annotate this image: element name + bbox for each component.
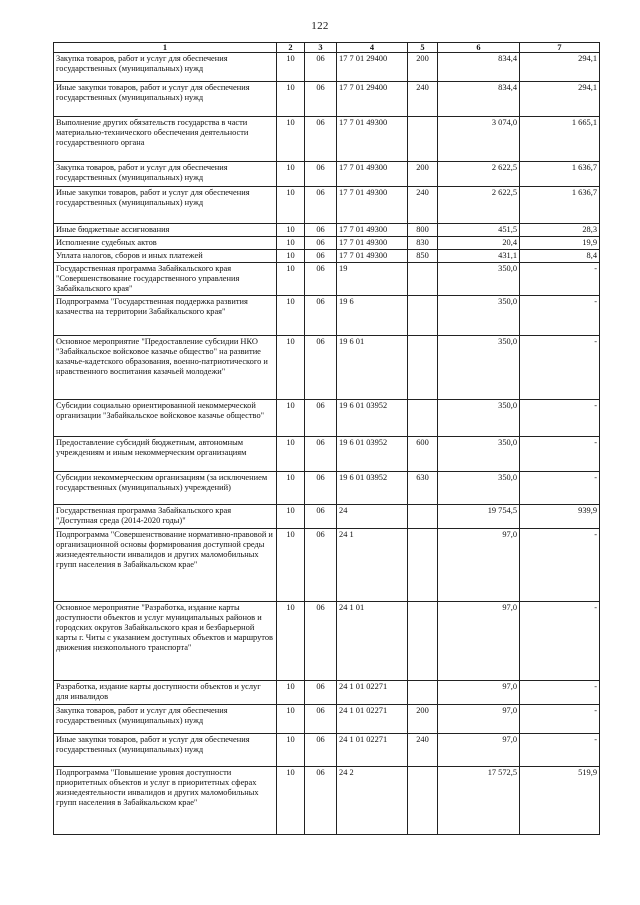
row-target-article: 19 6 01 03952 <box>337 472 408 505</box>
table-row <box>54 705 600 734</box>
row-name: Государственная программа Забайкальского края "Совершенствование государственного управления Забайкальского края" <box>54 263 277 296</box>
column-header: 6 <box>438 43 520 53</box>
column-header: 2 <box>277 43 305 53</box>
row-target-article: 24 2 <box>337 767 408 835</box>
row-amount: 350,0 <box>438 263 520 296</box>
row-target-article: 17 7 01 49300 <box>337 162 408 187</box>
table-row <box>54 224 600 237</box>
row-amount-2: 294,1 <box>520 82 600 117</box>
row-target-article: 17 7 01 49300 <box>337 250 408 263</box>
row-subsection: 06 <box>305 400 337 437</box>
row-target-article: 19 6 01 03952 <box>337 437 408 472</box>
row-expense-type <box>408 117 438 162</box>
table-row <box>54 681 600 705</box>
row-target-article: 19 6 01 03952 <box>337 400 408 437</box>
row-subsection: 06 <box>305 705 337 734</box>
row-amount: 17 572,5 <box>438 767 520 835</box>
row-amount-2: 294,1 <box>520 53 600 82</box>
row-subsection: 06 <box>305 767 337 835</box>
table-row <box>54 82 600 117</box>
row-amount: 350,0 <box>438 400 520 437</box>
row-amount-2: - <box>520 437 600 472</box>
row-expense-type <box>408 602 438 681</box>
row-name: Разработка, издание карты доступности объектов и услуг для инвалидов <box>54 681 277 705</box>
row-section: 10 <box>277 162 305 187</box>
page-number: 122 <box>311 20 329 32</box>
row-subsection: 06 <box>305 82 337 117</box>
row-section: 10 <box>277 117 305 162</box>
row-expense-type <box>408 263 438 296</box>
row-expense-type: 630 <box>408 472 438 505</box>
row-amount: 431,1 <box>438 250 520 263</box>
row-section: 10 <box>277 437 305 472</box>
row-expense-type: 850 <box>408 250 438 263</box>
row-target-article: 24 1 01 02271 <box>337 705 408 734</box>
row-subsection: 06 <box>305 187 337 224</box>
row-target-article: 24 1 01 02271 <box>337 681 408 705</box>
row-amount: 97,0 <box>438 681 520 705</box>
row-expense-type <box>408 505 438 529</box>
row-name: Иные закупки товаров, работ и услуг для обеспечения государственных (муниципальных) нужд <box>54 187 277 224</box>
row-name: Уплата налогов, сборов и иных платежей <box>54 250 277 263</box>
row-amount: 350,0 <box>438 437 520 472</box>
row-name: Закупка товаров, работ и услуг для обеспечения государственных (муниципальных) нужд <box>54 162 277 187</box>
row-amount-2: 19,9 <box>520 237 600 250</box>
table-row <box>54 505 600 529</box>
row-name: Исполнение судебных актов <box>54 237 277 250</box>
budget-table <box>53 42 600 835</box>
row-expense-type: 200 <box>408 162 438 187</box>
row-amount-2: - <box>520 296 600 336</box>
row-section: 10 <box>277 602 305 681</box>
table-row <box>54 162 600 187</box>
row-amount: 97,0 <box>438 705 520 734</box>
row-name: Закупка товаров, работ и услуг для обеспечения государственных (муниципальных) нужд <box>54 53 277 82</box>
row-section: 10 <box>277 681 305 705</box>
row-subsection: 06 <box>305 53 337 82</box>
table-body <box>54 53 600 835</box>
row-subsection: 06 <box>305 117 337 162</box>
row-name: Субсидии социально ориентированной некоммерческой организации "Забайкальское войсковое казачье общество" <box>54 400 277 437</box>
row-amount: 19 754,5 <box>438 505 520 529</box>
row-expense-type <box>408 529 438 602</box>
table-row <box>54 237 600 250</box>
row-expense-type: 830 <box>408 237 438 250</box>
table-row <box>54 187 600 224</box>
row-subsection: 06 <box>305 296 337 336</box>
row-section: 10 <box>277 53 305 82</box>
row-name: Подпрограмма "Государственная поддержка развития казачества на территории Забайкальского края" <box>54 296 277 336</box>
row-amount: 97,0 <box>438 529 520 602</box>
table-row <box>54 767 600 835</box>
row-section: 10 <box>277 224 305 237</box>
row-subsection: 06 <box>305 237 337 250</box>
row-expense-type <box>408 336 438 400</box>
row-subsection: 06 <box>305 336 337 400</box>
row-section: 10 <box>277 250 305 263</box>
row-amount: 834,4 <box>438 53 520 82</box>
table-row <box>54 472 600 505</box>
row-expense-type: 240 <box>408 734 438 767</box>
row-expense-type: 200 <box>408 53 438 82</box>
row-subsection: 06 <box>305 472 337 505</box>
row-subsection: 06 <box>305 602 337 681</box>
row-name: Иные закупки товаров, работ и услуг для обеспечения государственных (муниципальных) нужд <box>54 734 277 767</box>
table-row <box>54 437 600 472</box>
row-amount-2: - <box>520 472 600 505</box>
row-name: Подпрограмма "Повышение уровня доступности приоритетных объектов и услуг в приоритетных сферах жизнедеятельности инвалидов и других маломобильных групп населения в Забайкальском крае" <box>54 767 277 835</box>
row-target-article: 17 7 01 29400 <box>337 82 408 117</box>
row-section: 10 <box>277 82 305 117</box>
column-header: 3 <box>305 43 337 53</box>
row-target-article: 17 7 01 49300 <box>337 237 408 250</box>
table-row <box>54 734 600 767</box>
row-subsection: 06 <box>305 529 337 602</box>
row-expense-type: 800 <box>408 224 438 237</box>
table-row <box>54 117 600 162</box>
row-target-article: 17 7 01 29400 <box>337 53 408 82</box>
row-amount-2: 1 636,7 <box>520 162 600 187</box>
table-row <box>54 336 600 400</box>
row-name: Государственная программа Забайкальского края "Доступная среда (2014-2020 годы)" <box>54 505 277 529</box>
row-target-article: 24 1 01 02271 <box>337 734 408 767</box>
row-amount-2: 1 636,7 <box>520 187 600 224</box>
row-name: Подпрограмма "Совершенствование нормативно-правовой и организационной основы формирования доступной среды жизнедеятельности инвалидов и других маломобильных групп населения в Забайкальском крае" <box>54 529 277 602</box>
row-section: 10 <box>277 336 305 400</box>
row-target-article: 19 6 <box>337 296 408 336</box>
row-amount-2: - <box>520 263 600 296</box>
row-subsection: 06 <box>305 224 337 237</box>
row-amount: 834,4 <box>438 82 520 117</box>
row-section: 10 <box>277 237 305 250</box>
row-amount-2: - <box>520 705 600 734</box>
row-name: Выполнение других обязательств государства в части материально-технического обеспечения деятельности государственного органа <box>54 117 277 162</box>
row-target-article: 24 1 01 <box>337 602 408 681</box>
row-amount-2: - <box>520 602 600 681</box>
row-section: 10 <box>277 734 305 767</box>
row-subsection: 06 <box>305 162 337 187</box>
row-amount: 97,0 <box>438 602 520 681</box>
row-name: Основное мероприятие "Разработка, издание карты доступности объектов и услуг муниципальных районов и городских округов Забайкальского края и безбарьерной карты г. Читы с указанием доступных объектов и маршрутов движения низкопольного транспорта" <box>54 602 277 681</box>
row-amount-2: - <box>520 400 600 437</box>
row-amount-2: 939,9 <box>520 505 600 529</box>
row-amount: 350,0 <box>438 472 520 505</box>
table-header-row <box>54 43 600 53</box>
row-amount-2: - <box>520 336 600 400</box>
row-subsection: 06 <box>305 734 337 767</box>
column-header: 4 <box>337 43 408 53</box>
row-section: 10 <box>277 705 305 734</box>
row-subsection: 06 <box>305 505 337 529</box>
row-expense-type: 240 <box>408 82 438 117</box>
row-subsection: 06 <box>305 263 337 296</box>
row-expense-type <box>408 400 438 437</box>
row-amount: 97,0 <box>438 734 520 767</box>
row-expense-type <box>408 681 438 705</box>
row-amount-2: - <box>520 529 600 602</box>
row-amount: 350,0 <box>438 336 520 400</box>
table-row <box>54 53 600 82</box>
row-amount-2: - <box>520 681 600 705</box>
row-amount-2: 8,4 <box>520 250 600 263</box>
row-amount: 20,4 <box>438 237 520 250</box>
row-name: Иные закупки товаров, работ и услуг для обеспечения государственных (муниципальных) нужд <box>54 82 277 117</box>
row-name: Предоставление субсидий бюджетным, автономным учреждениям и иным некоммерческим организациям <box>54 437 277 472</box>
row-section: 10 <box>277 400 305 437</box>
row-amount: 2 622,5 <box>438 187 520 224</box>
row-section: 10 <box>277 529 305 602</box>
row-amount: 3 074,0 <box>438 117 520 162</box>
row-section: 10 <box>277 767 305 835</box>
table-row <box>54 250 600 263</box>
column-header: 5 <box>408 43 438 53</box>
row-target-article: 24 <box>337 505 408 529</box>
row-amount: 451,5 <box>438 224 520 237</box>
row-name: Закупка товаров, работ и услуг для обеспечения государственных (муниципальных) нужд <box>54 705 277 734</box>
row-section: 10 <box>277 472 305 505</box>
column-header: 1 <box>54 43 277 53</box>
row-amount: 350,0 <box>438 296 520 336</box>
row-amount-2: 1 665,1 <box>520 117 600 162</box>
table-row <box>54 400 600 437</box>
table-row <box>54 263 600 296</box>
table-row <box>54 296 600 336</box>
row-name: Субсидии некоммерческим организациям (за исключением государственных (муниципальных) учреждений) <box>54 472 277 505</box>
row-section: 10 <box>277 296 305 336</box>
row-subsection: 06 <box>305 681 337 705</box>
row-expense-type: 600 <box>408 437 438 472</box>
row-expense-type: 200 <box>408 705 438 734</box>
row-section: 10 <box>277 263 305 296</box>
row-amount-2: 519,9 <box>520 767 600 835</box>
row-section: 10 <box>277 187 305 224</box>
row-amount-2: - <box>520 734 600 767</box>
row-expense-type <box>408 767 438 835</box>
row-subsection: 06 <box>305 437 337 472</box>
table-row <box>54 602 600 681</box>
row-expense-type: 240 <box>408 187 438 224</box>
row-amount-2: 28,3 <box>520 224 600 237</box>
row-amount: 2 622,5 <box>438 162 520 187</box>
row-target-article: 24 1 <box>337 529 408 602</box>
row-name: Иные бюджетные ассигнования <box>54 224 277 237</box>
row-name: Основное мероприятие "Предоставление субсидии НКО "Забайкальское войсковое казачье общество" на развитие казачье-кадетского образования, военно-патриотического и нравственного воспитания казачьей молодежи" <box>54 336 277 400</box>
row-target-article: 17 7 01 49300 <box>337 187 408 224</box>
row-target-article: 17 7 01 49300 <box>337 117 408 162</box>
column-header: 7 <box>520 43 600 53</box>
row-section: 10 <box>277 505 305 529</box>
row-target-article: 19 <box>337 263 408 296</box>
row-subsection: 06 <box>305 250 337 263</box>
table-row <box>54 529 600 602</box>
row-target-article: 19 6 01 <box>337 336 408 400</box>
row-target-article: 17 7 01 49300 <box>337 224 408 237</box>
row-expense-type <box>408 296 438 336</box>
